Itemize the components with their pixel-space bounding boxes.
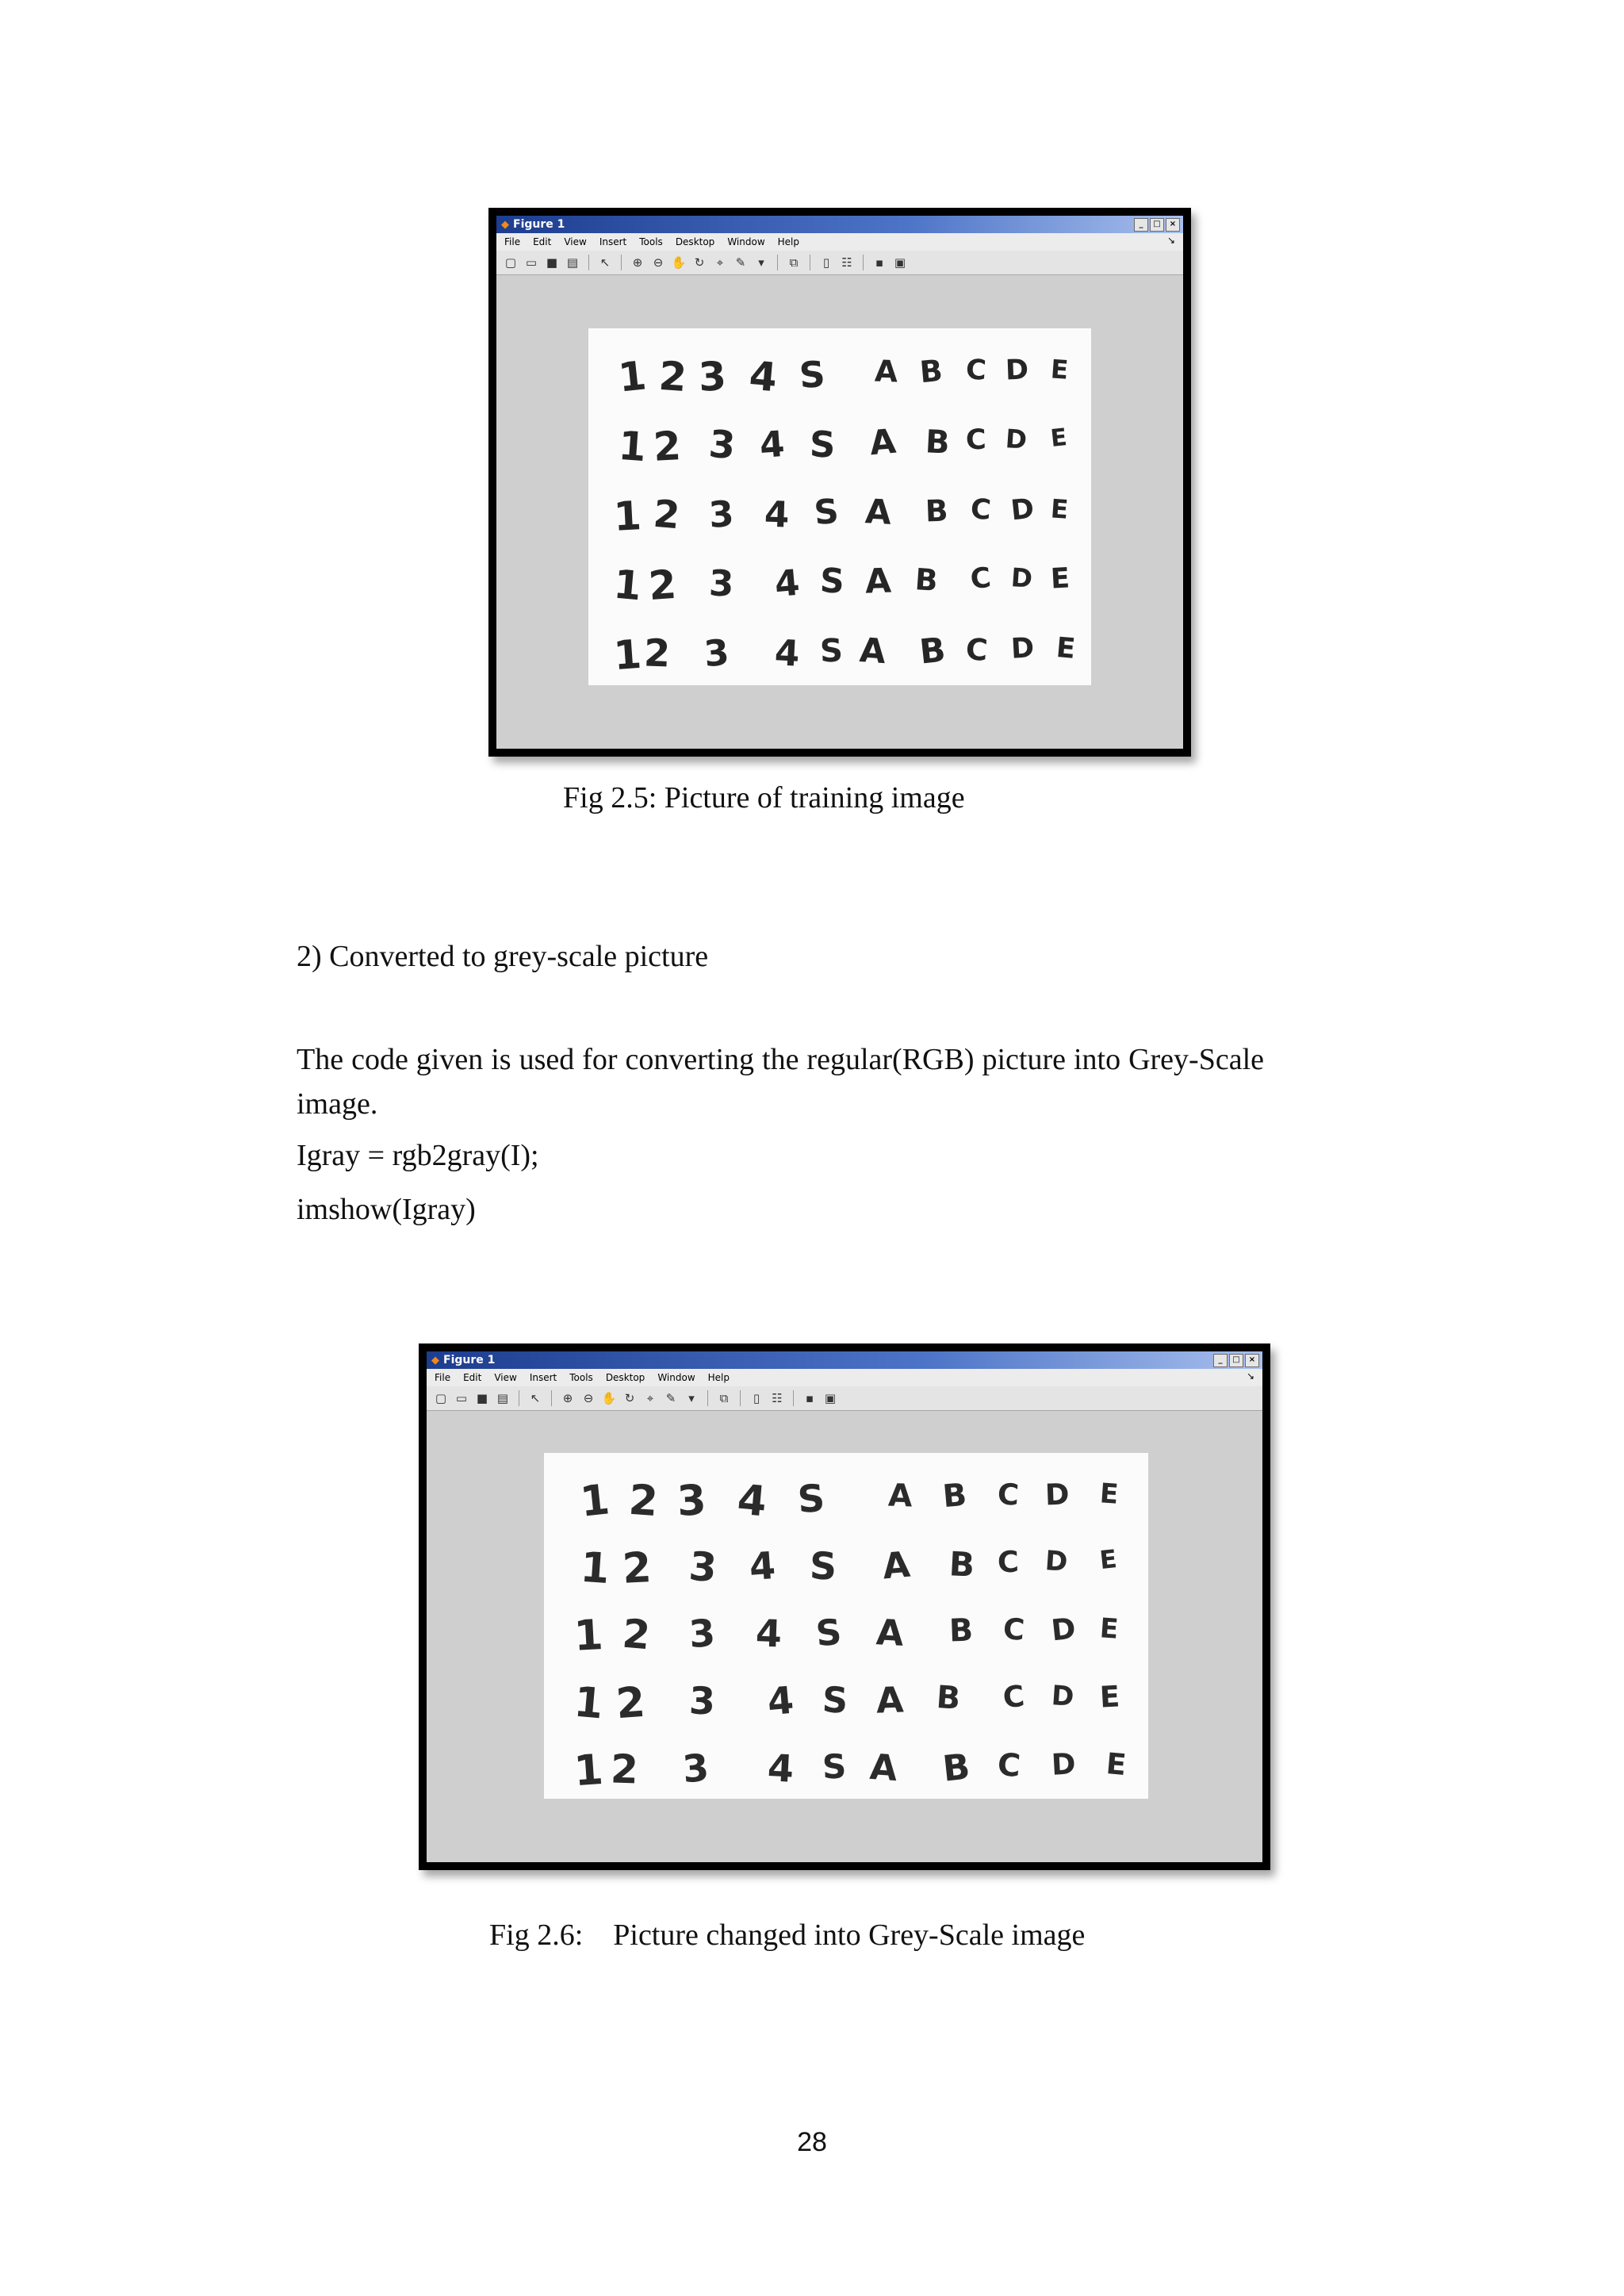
handwritten-char: 2 [652,422,683,470]
menu-window[interactable]: Window [727,236,765,247]
figure-toolbar [427,1386,1262,1411]
handwritten-char: 4 [754,1612,783,1657]
figure-greyscale-image [419,1343,1270,1870]
window-titlebar [496,216,1183,233]
menu-insert[interactable]: Insert [599,236,627,247]
handwritten-char: D [1009,562,1033,595]
handwritten-char: A [864,492,892,533]
handwritten-char: S [809,1544,838,1589]
menu-insert[interactable]: Insert [529,1372,557,1383]
handwritten-char: C [969,493,992,527]
menu-window[interactable]: Window [657,1372,695,1383]
matlab-logo-icon: ◆ [431,1354,439,1366]
handwritten-char: E [1050,562,1071,596]
handwritten-char: 3 [680,1746,711,1792]
handwritten-char: D [1004,423,1028,455]
menu-edit[interactable]: Edit [463,1372,482,1383]
handwritten-char: 1 [611,561,643,610]
handwritten-char: 1 [617,422,648,470]
window-title: Figure 1 [443,1354,496,1366]
handwritten-char: 4 [772,561,802,606]
handwritten-char: 4 [735,1475,769,1527]
handwritten-char: C [964,424,986,457]
new-figure-icon[interactable]: ▢ [435,1391,447,1405]
handwritten-char: 4 [748,1543,777,1589]
handwritten-char: 4 [765,1678,796,1725]
handwritten-char: B [935,1678,962,1717]
save-icon[interactable]: ■ [546,255,558,270]
brush-icon[interactable]: ✎ [665,1391,676,1405]
handwritten-char: E [1104,1746,1128,1782]
handwritten-char: 1 [612,492,642,540]
rotate-3d-icon[interactable]: ↻ [694,255,705,270]
handwritten-char: E [1049,493,1070,525]
handwritten-char: B [948,1544,975,1585]
handwritten-char: A [864,562,892,602]
handwritten-char: 3 [687,1543,719,1592]
handwritten-char: 3 [707,492,736,536]
legend-icon[interactable]: ☷ [772,1391,783,1405]
handwritten-char: E [1049,354,1070,385]
handwritten-char: D [1009,632,1035,665]
handwritten-char: 2 [626,1475,660,1527]
toolbar-divider [863,255,864,270]
page-number: 28 [797,2127,827,2157]
window-title: Figure 1 [513,218,565,231]
colorbar-icon[interactable]: ▯ [822,255,830,270]
code-line: imshow(Igray) [297,1193,476,1226]
matlab-figure-window [427,1351,1262,1862]
menu-bar [427,1369,1262,1386]
menu-help[interactable]: Help [707,1372,730,1383]
menu-tools[interactable]: Tools [569,1372,593,1383]
handwritten-char: D [1005,354,1029,387]
handwritten-char: 2 [615,1677,647,1729]
data-cursor-icon[interactable]: ⌖ [716,255,724,270]
handwritten-char: B [918,352,944,390]
handwritten-char: C [964,354,987,387]
handwritten-char: D [1050,1679,1075,1713]
handwritten-char: 1 [616,352,649,401]
figure-training-image [488,208,1191,757]
rotate-3d-icon[interactable]: ↻ [624,1391,635,1405]
section-heading: 2) Converted to grey-scale picture [297,940,709,973]
toolbar-divider [621,255,622,270]
handwritten-char: C [996,1544,1020,1580]
dock-arrow-icon[interactable]: ↘ [1246,1370,1254,1382]
zoom-out-icon[interactable]: ⊖ [583,1391,594,1405]
handwritten-char: 4 [747,352,779,401]
handwritten-char: 2 [621,1543,653,1593]
pan-icon[interactable]: ✋ [601,1391,617,1405]
menu-bar [496,233,1183,251]
handwritten-char: 1 [572,1677,606,1729]
menu-help[interactable]: Help [777,236,799,247]
handwritten-char: S [796,1476,826,1522]
pointer-icon[interactable]: ↖ [599,255,611,270]
figure-toolbar [496,251,1183,275]
handwritten-char: 4 [766,1746,795,1792]
window-titlebar [427,1351,1262,1369]
minimize-button[interactable]: _ [1213,1354,1228,1367]
maximize-button[interactable]: □ [1229,1354,1243,1367]
handwritten-char: S [821,1679,849,1722]
handwritten-char: A [875,1679,905,1722]
menu-edit[interactable]: Edit [533,236,552,247]
handwritten-char: A [868,1746,899,1790]
link-icon[interactable]: ⧉ [789,255,799,270]
handwritten-char: 3 [687,1611,717,1657]
handwritten-char: 1 [578,1543,611,1594]
handwritten-char: A [858,631,887,673]
handwritten-char: E [1098,1544,1119,1575]
close-button[interactable]: × [1245,1354,1259,1367]
handwritten-char: S [813,492,841,533]
menu-view[interactable]: View [494,1372,517,1383]
legend-icon[interactable]: ☷ [841,255,852,270]
handwritten-char: S [818,632,844,670]
handwritten-char: 3 [697,353,728,401]
handwritten-char: 2 [652,492,682,538]
handwritten-char: A [874,353,899,389]
menu-view[interactable]: View [564,236,587,247]
figure-caption: Fig 2.5: Picture of training image [563,781,965,815]
handwritten-char: D [1009,493,1036,527]
minimize-button[interactable]: _ [1134,218,1148,232]
handwritten-char: 1 [611,631,643,680]
greyscale-image-canvas [544,1453,1148,1799]
dock-arrow-icon[interactable]: ↘ [1166,235,1175,246]
handwritten-char: C [1002,1612,1026,1647]
print-icon[interactable]: ▤ [496,1391,509,1405]
print-icon[interactable]: ▤ [566,255,579,270]
handwritten-char: 3 [702,631,731,676]
handwritten-char: D [1044,1544,1070,1578]
handwritten-char: B [940,1476,968,1516]
handwritten-char: 2 [657,352,688,401]
handwritten-char: 4 [757,422,786,466]
handwritten-char: C [996,1477,1020,1512]
brush-icon[interactable]: ✎ [735,255,746,270]
zoom-in-icon[interactable]: ⊕ [632,255,643,270]
toolbar-divider [777,255,778,270]
new-figure-icon[interactable]: ▢ [504,255,517,270]
code-line: Igray = rgb2gray(I); [297,1139,539,1172]
figure-caption: Fig 2.6: Picture changed into Grey-Scale image [489,1918,1086,1952]
pan-icon[interactable]: ✋ [671,255,687,270]
hide-tools-icon[interactable]: ▪ [805,1391,814,1405]
training-image-canvas [588,328,1091,685]
show-tools-icon[interactable]: ▣ [824,1391,837,1405]
handwritten-char: 2 [647,562,678,610]
menu-file[interactable]: File [435,1372,451,1383]
handwritten-char: E [1054,632,1077,665]
menu-desktop[interactable]: Desktop [605,1372,645,1383]
colorbar-icon[interactable]: ▯ [753,1391,760,1405]
handwritten-char: C [1001,1678,1027,1715]
handwritten-char: A [868,422,898,464]
handwritten-char: 2 [620,1610,653,1659]
handwritten-char: 4 [773,631,801,675]
data-cursor-icon[interactable]: ⌖ [646,1391,654,1405]
link-icon[interactable]: ⧉ [719,1391,729,1405]
handwritten-char: C [995,1746,1022,1784]
handwritten-char: B [924,493,949,528]
pointer-icon[interactable]: ↖ [530,1391,541,1405]
body-paragraph: The code given is used for converting the regular(RGB) picture into Grey-Scale image. [297,1043,1264,1121]
handwritten-char: C [964,631,989,668]
handwritten-char: A [875,1612,905,1654]
handwritten-char: 3 [676,1475,707,1526]
handwritten-char: 4 [763,492,791,536]
handwritten-char: E [1098,1478,1120,1511]
handwritten-char: B [917,631,948,673]
handwritten-char: B [948,1612,974,1650]
handwritten-char: S [821,1746,847,1787]
handwritten-char: D [1049,1611,1078,1648]
handwritten-char: S [809,423,837,466]
dropdown-arrow-icon[interactable]: ▾ [688,1391,695,1405]
handwritten-char: S [798,352,827,397]
handwritten-char: 3 [708,562,735,605]
menu-desktop[interactable]: Desktop [675,236,715,247]
close-button[interactable]: × [1166,218,1180,232]
handwritten-char: 2 [609,1746,639,1793]
handwritten-char: B [924,423,951,462]
handwritten-char: 1 [573,1610,605,1661]
toolbar-divider [707,1390,708,1406]
hide-tools-icon[interactable]: ▪ [875,255,884,270]
handwritten-char: D [1044,1477,1071,1512]
handwritten-char: 3 [688,1679,716,1724]
handwritten-char: E [1098,1612,1120,1646]
menu-file[interactable]: File [504,236,521,247]
handwritten-char: 1 [572,1745,605,1796]
matlab-logo-icon: ◆ [501,218,509,231]
handwritten-char: S [814,1611,844,1655]
maximize-button[interactable]: □ [1150,218,1164,232]
handwritten-char: A [887,1477,914,1515]
handwritten-char: E [1049,423,1069,453]
open-file-icon[interactable]: ▭ [455,1391,468,1405]
show-tools-icon[interactable]: ▣ [894,255,906,270]
open-file-icon[interactable]: ▭ [525,255,538,270]
handwritten-char: C [968,562,993,596]
handwritten-char: D [1050,1746,1077,1782]
toolbar-divider [551,1390,552,1406]
handwritten-char: B [914,562,940,599]
handwritten-char: E [1098,1679,1121,1715]
toolbar-divider [740,1390,741,1406]
save-icon[interactable]: ■ [476,1391,488,1405]
zoom-out-icon[interactable]: ⊖ [653,255,664,270]
menu-tools[interactable]: Tools [639,236,663,247]
handwritten-char: S [818,562,845,603]
handwritten-char: 1 [577,1475,612,1527]
toolbar-divider [588,255,589,270]
handwritten-char: A [880,1543,912,1588]
matlab-figure-window [496,216,1183,749]
handwritten-char: B [940,1746,972,1790]
dropdown-arrow-icon[interactable]: ▾ [758,255,764,270]
handwritten-char: 3 [707,422,737,469]
zoom-in-icon[interactable]: ⊕ [562,1391,573,1405]
handwritten-char: 2 [642,631,671,677]
toolbar-divider [793,1390,794,1406]
